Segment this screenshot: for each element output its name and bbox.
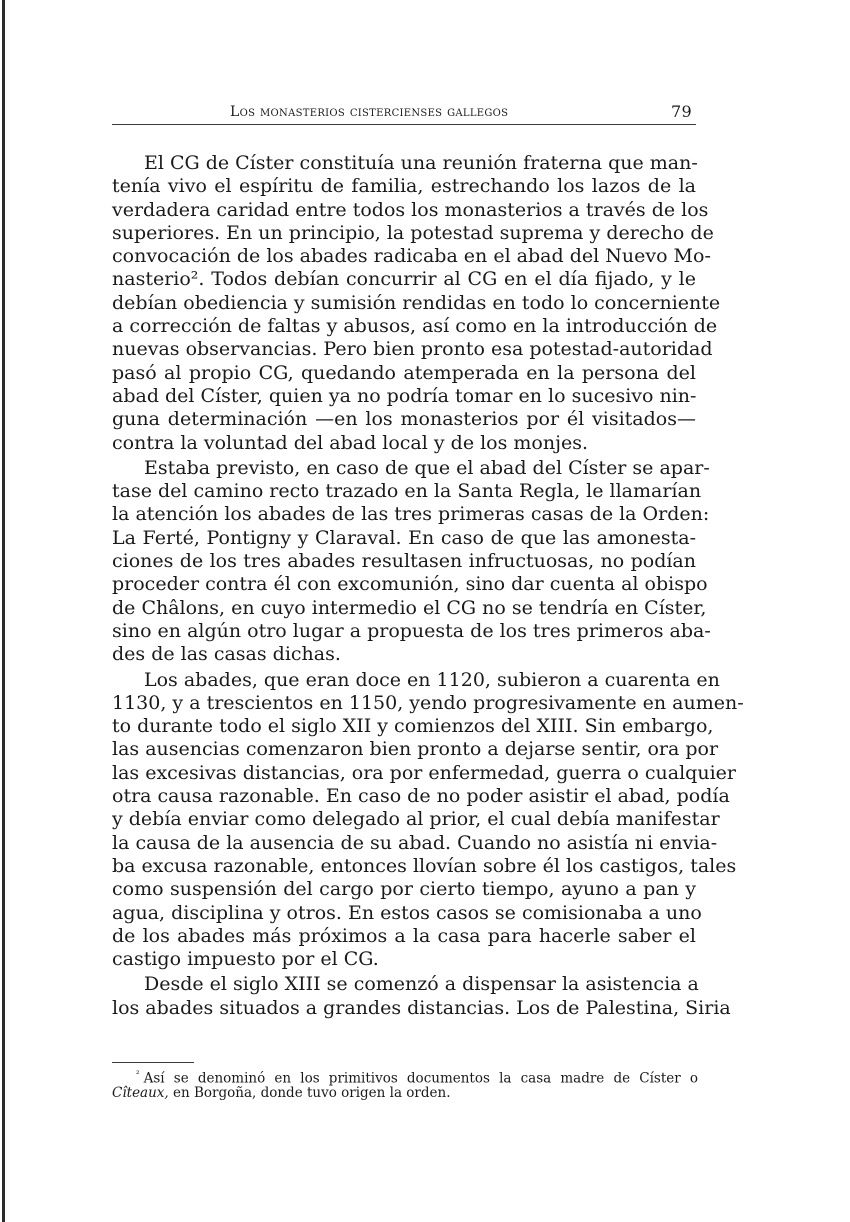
text-line: tase del camino recto trazado en la Santa Regla, le llamarían: [112, 480, 702, 503]
text-line: ba excusa razonable, entonces llovían sobre él los castigos, tales: [112, 854, 737, 877]
text-line: El CG de Císter constituía una reunión fraterna que man-: [144, 152, 698, 174]
text-line: debían obediencia y sumisión rendidas en todo lo concerniente: [112, 291, 721, 314]
footnote-text-continued: en Borgoña, donde tuvo origen la orden.: [168, 1085, 451, 1101]
text-line: castigo impuesto por el CG.: [112, 948, 379, 971]
text-line: pasó al propio CG, quedando atemperada en la persona del: [112, 361, 696, 384]
footnotes: [112, 1066, 698, 1102]
text-line: como suspensión del cargo por cierto tiempo, ayuno a pan y: [112, 878, 696, 901]
text-line: 1130, y a trescientos en 1150, yendo progresivamente en aumen-: [112, 691, 744, 714]
page-number: 79: [671, 102, 692, 121]
text-line: guna determinación —en los monasterios por él visitados—: [112, 408, 696, 431]
running-title-initial: L: [230, 104, 240, 120]
running-title-rest: os monasterios cistercienses gallegos: [239, 104, 509, 120]
body-text: [112, 152, 744, 1020]
running-header: [112, 104, 696, 126]
text-line: sino en algún otro lugar a propuesta de los tres primeros aba-: [112, 619, 711, 642]
paragraph-1: [112, 152, 721, 455]
text-line: tenía vivo el espíritu de familia, estrechando los lazos de la: [112, 175, 696, 198]
text-line: nuevas observancias. Pero bien pronto esa potestad-autoridad: [112, 338, 713, 361]
text-line: la causa de la ausencia de su abad. Cuando no asistía ni envia-: [112, 831, 718, 854]
footnote-text: Así se denominó en los primitivos documentos la casa madre de Císter o: [143, 1070, 698, 1087]
footnote-rule: [112, 1062, 194, 1063]
paragraph-4: [112, 973, 731, 1020]
text-line: contra la voluntad del abad local y de los monjes.: [112, 431, 589, 454]
footnote-line: [112, 1066, 698, 1087]
running-title: [230, 104, 508, 120]
text-line: verdadera caridad entre todos los monasterios a través de los: [112, 198, 709, 221]
footnote-marker: ²: [136, 1070, 140, 1080]
text-line: abad del Císter, quien ya no podría tomar en lo sucesivo nin-: [112, 384, 697, 407]
text-line: agua, disciplina y otros. En estos casos se comisionaba a uno: [112, 901, 702, 924]
header-rule: [112, 124, 696, 125]
text-line: convocación de los abades radicaba en el abad del Nuevo Mo-: [112, 245, 711, 268]
text-line: y debía enviar como delegado al prior, el cual debía manifestar: [112, 808, 720, 831]
page-binding-edge: [2, 0, 5, 1222]
text-line: des de las casas dichas.: [112, 643, 341, 666]
text-line: los abades situados a grandes distancias. Los de Palestina, Siria: [112, 996, 731, 1019]
text-line: La Ferté, Pontigny y Claraval. En caso de que las amonesta-: [112, 526, 696, 549]
text-line: otra causa razonable. En caso de no poder asistir el abad, podía: [112, 785, 730, 808]
text-line: superiores. En un principio, la potestad suprema y derecho de: [112, 221, 714, 244]
text-line: las ausencias comenzaron bien pronto a dejarse sentir, ora por: [112, 738, 719, 761]
text-line: a corrección de faltas y abusos, así como en la introducción de: [112, 315, 718, 338]
text-line: Los abades, que eran doce en 1120, subieron a cuarenta en: [144, 668, 720, 691]
text-line: proceder contra él con excomunión, sino dar cuenta al obispo: [112, 573, 708, 596]
text-line: de Châlons, en cuyo intermedio el CG no se tendría en Císter,: [112, 596, 707, 619]
text-line: las excesivas distancias, ora por enfermedad, guerra o cualquier: [112, 761, 736, 784]
text-line: de los abades más próximos a la casa para hacerle saber el: [112, 924, 696, 947]
text-line: nasterio². Todos debían concurrir al CG en el día fijado, y le: [112, 268, 696, 291]
text-line: Estaba previsto, en caso de que el abad del Císter se apar-: [144, 456, 710, 479]
text-line: Desde el siglo XIII se comenzó a dispensar la asistencia a: [144, 973, 699, 996]
text-line: ciones de los tres abades resultasen infructuosas, no podían: [112, 550, 696, 573]
footnote-italic-term: Cîteaux,: [112, 1085, 169, 1101]
paragraph-3: [112, 668, 744, 972]
text-line: to durante todo el siglo XII y comienzos del XIII. Sin embargo,: [112, 715, 714, 738]
text-line: la atención los abades de las tres primeras casas de la Orden:: [112, 503, 710, 526]
paragraph-2: [112, 456, 711, 667]
